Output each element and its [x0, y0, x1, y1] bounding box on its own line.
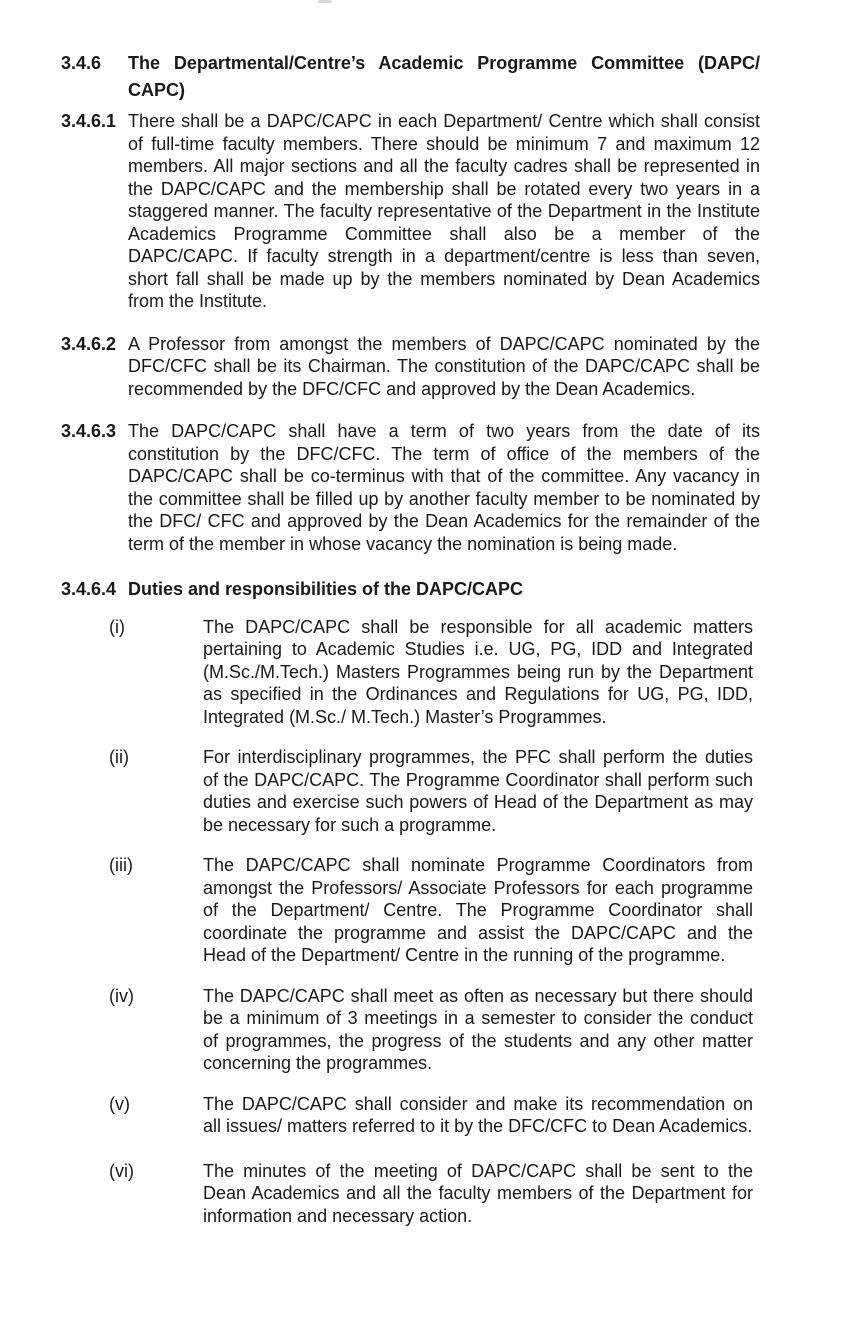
scan-artifact [318, 0, 332, 3]
list-item [109, 616, 760, 729]
paragraph-text: A Professor from amongst the members of DAPC/CAPC nominated by the DFC/CFC shall be its Chairman. The constitution of the DAPC/CAPC shall be recommended by the DFC/CFC and approved by the Dean Academics. [128, 333, 760, 399]
list-item-text: The DAPC/CAPC shall nominate Programme Coordinators from amongst the Professors/ Associate Professors for each programme of the Department/ Centre. The Programme Coordinator shall coordinate the programme and assist the DAPC/CAPC and the Head of the Department/ Centre in the running of the programme. [203, 855, 753, 965]
list-item [109, 1093, 760, 1138]
section-heading [61, 50, 760, 104]
section-title-line2: CAPC) [128, 80, 185, 100]
list-item-label: (ii) [109, 747, 129, 767]
list-item-label: (vi) [109, 1160, 134, 1181]
paragraph [61, 110, 760, 313]
list-item-text: The minutes of the meeting of DAPC/CAPC shall be sent to the Dean Academics and all the faculty members of the Department for information and necessary action. [203, 1160, 753, 1226]
list-item-label: (iii) [109, 855, 133, 875]
subsection-heading [61, 578, 760, 601]
paragraph-number: 3.4.6.2 [61, 333, 117, 354]
paragraph-number: 3.4.6.3 [61, 421, 117, 441]
list-item-text: For interdisciplinary programmes, the PFC shall perform the duties of the DAPC/CAPC. The Programme Coordinator shall perform such duties and exercise such powers of Head of the Department as may be necessary for such a programme. [203, 747, 753, 835]
list-item [109, 854, 760, 967]
paragraph-text: The DAPC/CAPC shall have a term of two years from the date of its constitution by the DFC/CFC. The term of office of the members of the DAPC/CAPC shall be co-terminus with that of the committee. Any vacancy in the committee shall be filled up by another faculty member to be nominated by the DFC/ CFC and approved by the Dean Academics for the remainder of the term of the member in whose vacancy the nomination is being made. [128, 421, 760, 554]
list-item [109, 1160, 760, 1228]
section-title [128, 50, 760, 104]
list-item [109, 746, 760, 836]
paragraph-number: 3.4.6.1 [61, 111, 117, 131]
list-item [109, 985, 760, 1075]
list-item-label: (v) [109, 1093, 130, 1114]
section-title-line1: The Departmental/Centre’s Academic Programme Committee (DAPC/ [128, 53, 760, 73]
list-item-label: (i) [109, 616, 125, 637]
list-item-label: (iv) [109, 985, 134, 1006]
paragraph-text: There shall be a DAPC/CAPC in each Department/ Centre which shall consist of full-time faculty members. There should be minimum 7 and maximum 12 members. All major sections and all the faculty cadres shall be represented in the DAPC/CAPC and the membership shall be rotated every two years in a staggered manner. The faculty representative of the Department in the Institute Academics Programme Committee shall also be a member of the DAPC/CAPC. If faculty strength in a department/centre is less than seven, short fall shall be made up by the members nominated by Dean Academics from the Institute. [128, 111, 760, 311]
list-item-text: The DAPC/CAPC shall meet as often as necessary but there should be a minimum of 3 meetings in a semester to consider the conduct of programmes, the progress of the students and any other matter concerning the programmes. [203, 985, 753, 1073]
section-number: 3.4.6 [61, 53, 102, 73]
paragraph [61, 333, 760, 401]
subsection-title: Duties and responsibilities of the DAPC/CAPC [128, 579, 524, 599]
subsection-number: 3.4.6.4 [61, 579, 117, 599]
list-item-text: The DAPC/CAPC shall be responsible for all academic matters pertaining to Academic Studies i.e. UG, PG, IDD and Integrated (M.Sc./M.Tech.) Masters Programmes being run by the Department as specified in the Ordinances and Regulations for UG, PG, IDD, Integrated (M.Sc./ M.Tech.) Master’s Programmes. [203, 616, 753, 727]
paragraph [61, 420, 760, 555]
list-item-text: The DAPC/CAPC shall consider and make its recommendation on all issues/ matters referred to it by the DFC/CFC to Dean Academics. [203, 1093, 753, 1136]
